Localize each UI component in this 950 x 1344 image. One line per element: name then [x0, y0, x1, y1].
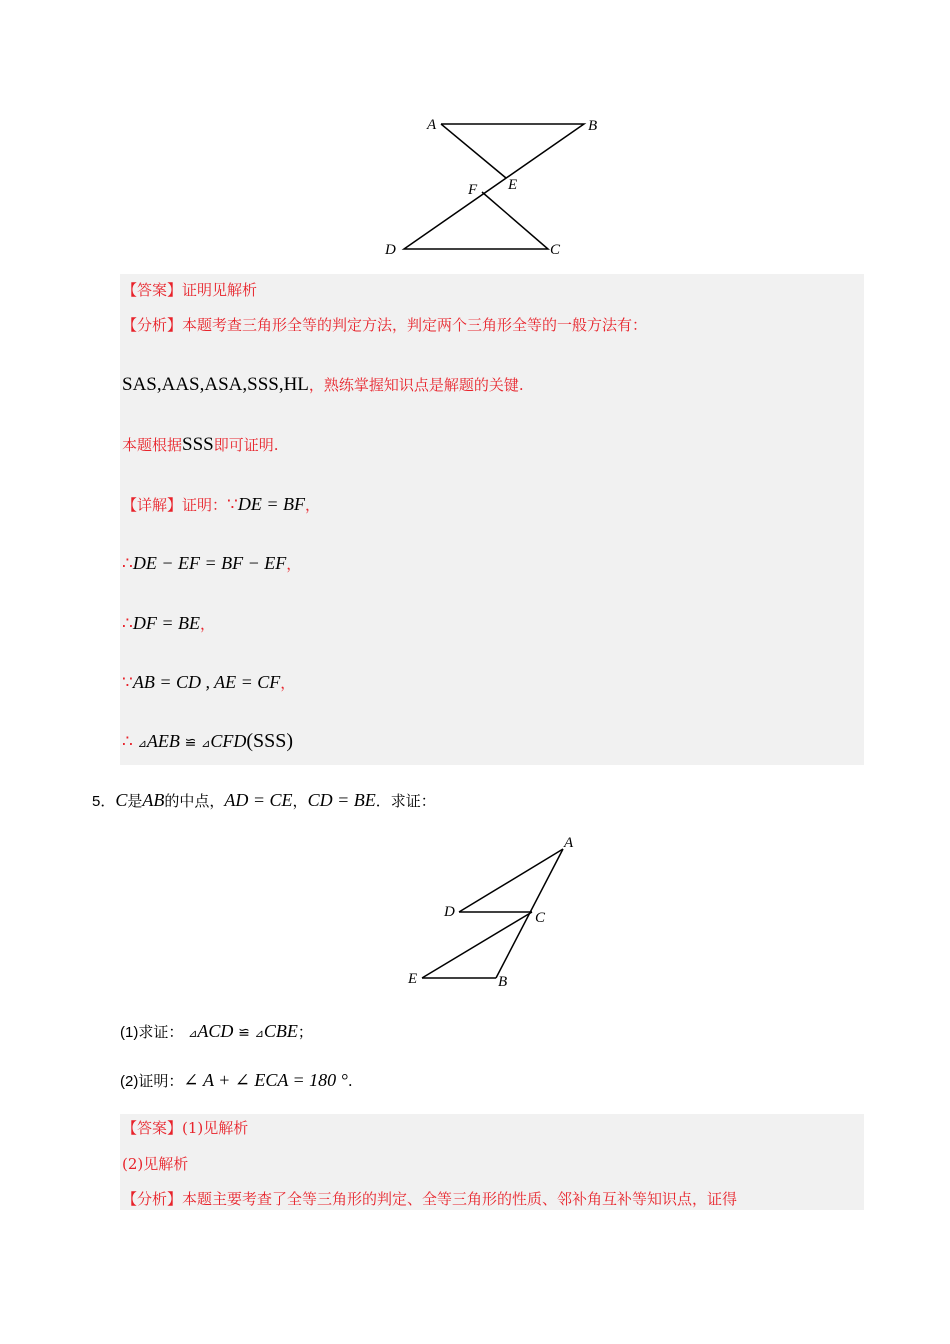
triangle-icon: ⊿: [137, 737, 147, 750]
answer-text-2: (2)见解析: [122, 1155, 189, 1173]
step4-line: [122, 672, 295, 693]
label-B: B: [498, 974, 508, 990]
methods-line: [122, 374, 524, 396]
because-symbol: ∵: [122, 673, 133, 693]
label-A: A: [427, 117, 437, 133]
step5-line: [122, 730, 293, 753]
step5-reason: (SSS): [246, 730, 294, 752]
part-2-number: (2): [120, 1073, 139, 1090]
label-C: C: [535, 910, 546, 926]
part-1-number: (1): [120, 1024, 139, 1041]
midpoint-text: 的中点，: [164, 792, 225, 810]
therefore-symbol: ∴: [122, 732, 133, 752]
congruent-symbol: ≌: [238, 1025, 250, 1041]
detail-tag: 【详解】: [122, 496, 183, 514]
part-2-end: .: [347, 1072, 353, 1090]
answer-text: 证明见解析: [182, 281, 258, 299]
figure-2-diagram: [400, 832, 590, 992]
step5-tri-a: AEB: [146, 731, 180, 751]
label-E: E: [508, 177, 518, 193]
label-E: E: [408, 971, 418, 987]
label-D: D: [444, 904, 455, 920]
step2-line: [122, 553, 301, 574]
point-c: C: [115, 790, 128, 810]
label-F: F: [468, 182, 478, 198]
detail-text: 证明：: [182, 496, 228, 514]
part-2: [120, 1070, 353, 1091]
part-1-text: 求证：: [138, 1023, 184, 1041]
answer-text: (1)见解析: [182, 1119, 249, 1137]
therefore-symbol: ∴: [122, 614, 133, 634]
label-B: B: [588, 118, 598, 134]
step1-math: DE = BF: [237, 494, 305, 514]
label-A: A: [564, 835, 574, 851]
step1-end: ，: [305, 496, 321, 514]
triangle-icon: ⊿: [188, 1027, 198, 1040]
condition-2: CD = BE: [307, 790, 376, 810]
analysis-tag: 【分析】: [122, 1190, 183, 1208]
therefore-symbol: ∴: [122, 554, 133, 574]
analysis-line-5: [122, 1188, 737, 1209]
comma-text: ，: [292, 792, 308, 810]
step3-math: DF = BE: [132, 613, 200, 633]
step2-end: ，: [286, 555, 302, 573]
label-D: D: [385, 242, 396, 258]
analysis-text: 本题主要考查了全等三角形的判定、全等三角形的性质、邻补角互补等知识点，证得: [182, 1190, 738, 1208]
answer-line-5b: [122, 1153, 188, 1174]
detail-line: [122, 494, 320, 515]
part-1-end: ；: [297, 1023, 313, 1041]
problem-number: 5．: [92, 793, 116, 810]
part-1: [120, 1021, 313, 1042]
triangle-icon: ⊿: [254, 1027, 264, 1040]
methods-tail: ，熟练掌握知识点是解题的关键.: [308, 376, 524, 394]
answer-line-5: [122, 1117, 248, 1138]
prove-text: ．求证：: [375, 792, 436, 810]
label-C: C: [550, 242, 561, 258]
part-2-text: 证明：: [138, 1072, 184, 1090]
analysis-line: [122, 314, 647, 335]
condition-1: AD = CE: [224, 790, 293, 810]
is-text: 是: [127, 792, 143, 810]
step2-math: DE − EF = BF − EF: [132, 553, 287, 573]
analysis-text: 本题考查三角形全等的判定方法，判定两个三角形全等的一般方法有：: [182, 316, 648, 334]
sss-suffix: 即可证明.: [213, 436, 279, 454]
step5-tri-b: CFD: [210, 731, 247, 751]
answer-tag: 【答案】: [122, 1119, 183, 1137]
sss-math: SSS: [182, 434, 214, 455]
sss-prefix: 本题根据: [122, 436, 183, 454]
step3-end: ，: [199, 615, 215, 633]
part-1-tri-b: CBE: [263, 1021, 298, 1041]
answer-line: [122, 279, 257, 300]
part-1-tri-a: ACD: [197, 1021, 234, 1041]
step4-end: ，: [280, 674, 296, 692]
step4-math: AB = CD , AE = CF: [132, 672, 281, 692]
analysis-tag: 【分析】: [122, 316, 183, 334]
problem-5-statement: [92, 790, 436, 811]
figure-1-diagram: [380, 112, 610, 262]
triangle-icon: ⊿: [201, 737, 211, 750]
methods-math: SAS,AAS,ASA,SSS,HL: [122, 374, 309, 395]
step3-line: [122, 613, 215, 634]
sss-line: [122, 434, 279, 456]
answer-tag: 【答案】: [122, 281, 183, 299]
because-symbol: ∵: [227, 495, 238, 515]
segment-ab: AB: [142, 790, 165, 810]
part-2-math: ∠ A + ∠ ECA = 180 °: [183, 1070, 348, 1090]
congruent-symbol: ≌: [184, 735, 197, 751]
